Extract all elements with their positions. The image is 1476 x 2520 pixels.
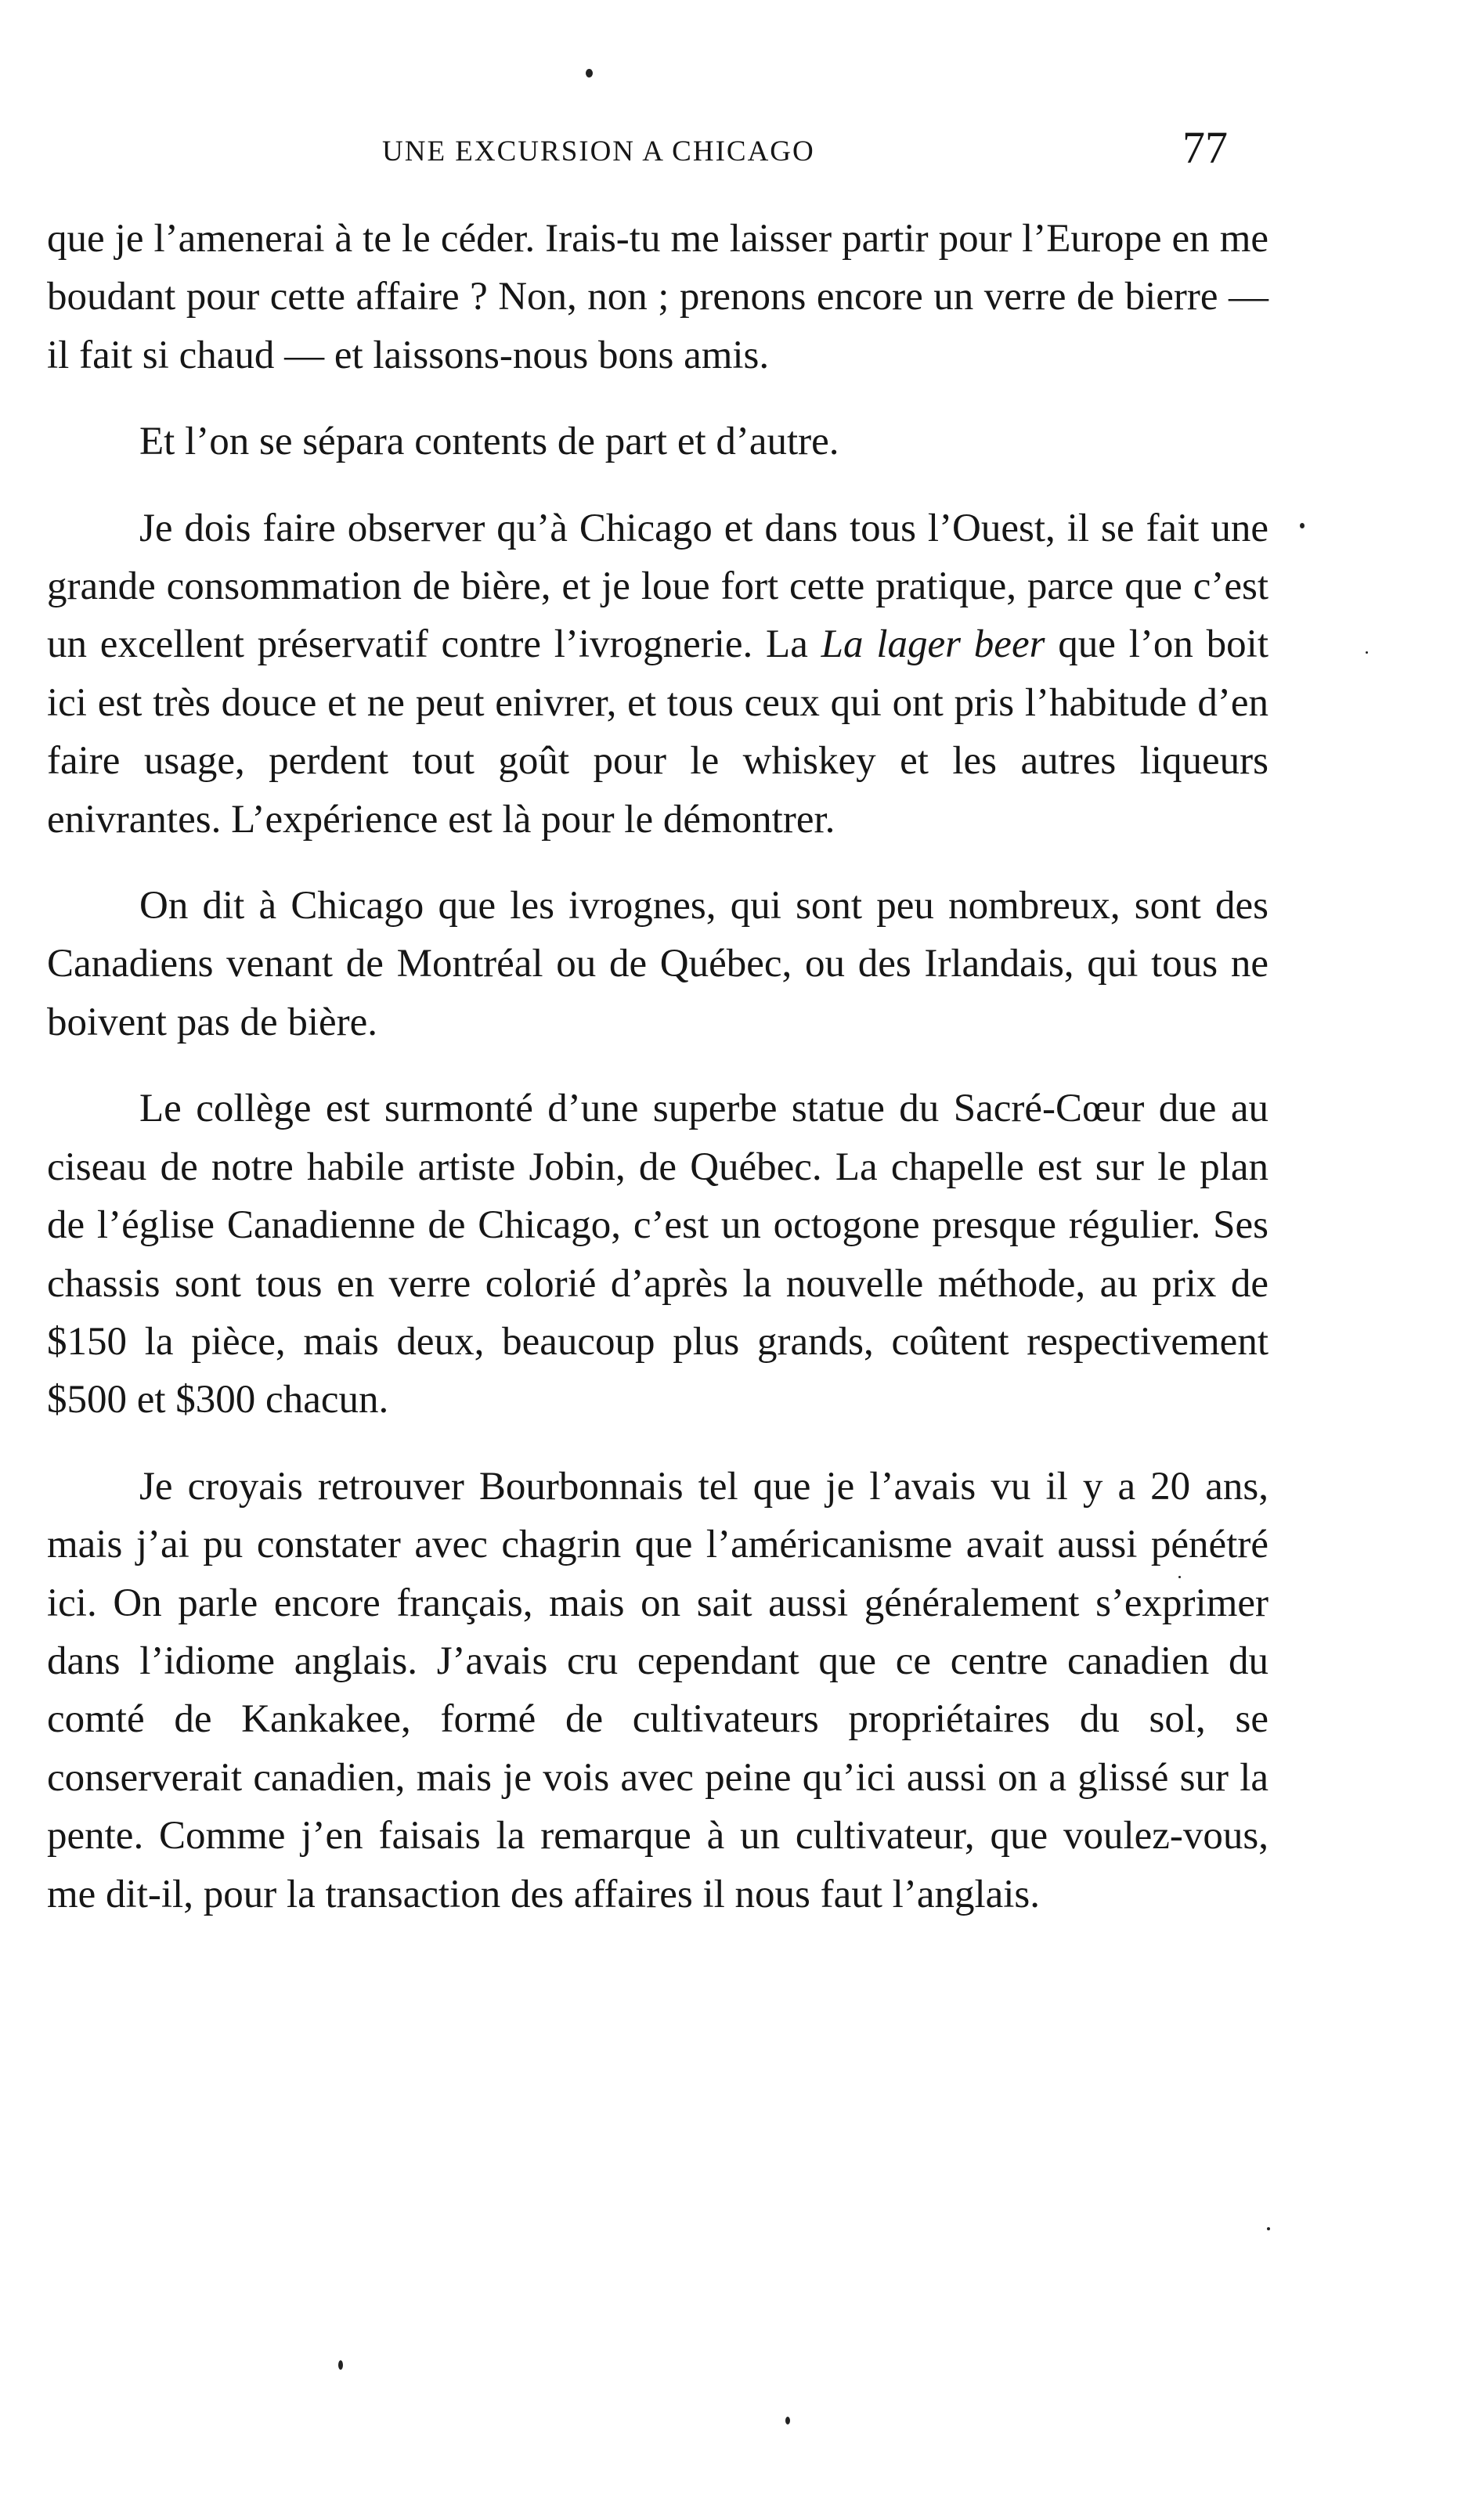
scan-speck — [1178, 1576, 1181, 1578]
paragraph-3-text: Je dois faire observer qu’à Chicago et dans tous l’Ouest, il se fait une grande consommation de bière, et je loue fort cette pratique, parce que c’est un excellent préservatif contre l’ivrognerie. La — [47, 506, 1268, 667]
paragraph-3 — [47, 499, 1268, 849]
paragraph-2-text: Et l’on se sépara contents de part et d’autre. — [139, 420, 839, 464]
paragraph-4-text: On dit à Chicago que les ivrognes, qui sont peu nombreux, sont des Canadiens venant de Montréal ou de Québec, ou des Irlandais, qui tous ne boivent pas de bière. — [47, 884, 1268, 1044]
scan-speck — [338, 2360, 343, 2370]
paragraph-6 — [47, 1458, 1268, 1923]
body-text — [47, 210, 1268, 1952]
paragraph-4 — [47, 877, 1268, 1051]
paragraph-1-text: que je l’amenerai à te le céder. Irais-tu me laisser partir pour l’Europe en me boudant pour cette affaire ? Non, non ; prenons encore un verre de bierre — il fait si chaud — et laissons-nous bons amis. — [47, 217, 1268, 377]
scan-speck — [785, 2417, 790, 2424]
scan-speck — [586, 69, 593, 78]
page-header — [0, 117, 1476, 180]
page-number: 77 — [1182, 122, 1228, 173]
paragraph-2 — [47, 413, 1268, 470]
scan-speck — [1300, 523, 1305, 528]
paragraph-5-text: Le collège est surmonté d’une superbe statue du Sacré-Cœur due au ciseau de notre habile artiste Jobin, de Québec. La chapelle est sur le plan de l’église Canadienne de Chicago, c’est un octogone presque régulier. Ses chassis sont tous en verre colorié d’après la nouvelle méthode, au prix de $150 la pièce, mais deux, beaucoup plus grands, coûtent respectivement $500 et $300 chacun. — [47, 1087, 1268, 1422]
paragraph-6-text: Je croyais retrouver Bourbonnais tel que je l’avais vu il y a 20 ans, mais j’ai pu constater avec chagrin que l’américanisme avait aussi pénétré ici. On parle encore français, mais on sait aussi généralement s’exprimer dans l’idiome anglais. J’avais cru cependant que ce centre canadien du comté de Kankakee, formé de cultivateurs propriétaires du sol, se conserverait canadien, mais je vois avec peine qu’ici aussi on a glissé sur la pente. Comme j’en faisais la remarque à un cultivateur, que voulez-vous, me dit-il, pour la transaction des affaires il nous faut l’anglais. — [47, 1464, 1268, 1916]
paragraph-3-italic: La lager beer — [821, 622, 1045, 667]
paragraph-3-after: que l’on boit ici est très douce et ne peut enivrer, et tous ceux qui ont pris l’habitude d’en faire usage, perdent tout goût pour le whiskey et les autres liqueurs enivrantes. L’expérience est là pour le démontrer. — [47, 622, 1269, 842]
scan-speck — [1366, 651, 1368, 654]
running-title: UNE EXCURSION A CHICAGO — [382, 135, 815, 168]
scan-speck — [1267, 2227, 1270, 2230]
paragraph-1 — [47, 210, 1268, 384]
paragraph-5 — [47, 1080, 1268, 1429]
